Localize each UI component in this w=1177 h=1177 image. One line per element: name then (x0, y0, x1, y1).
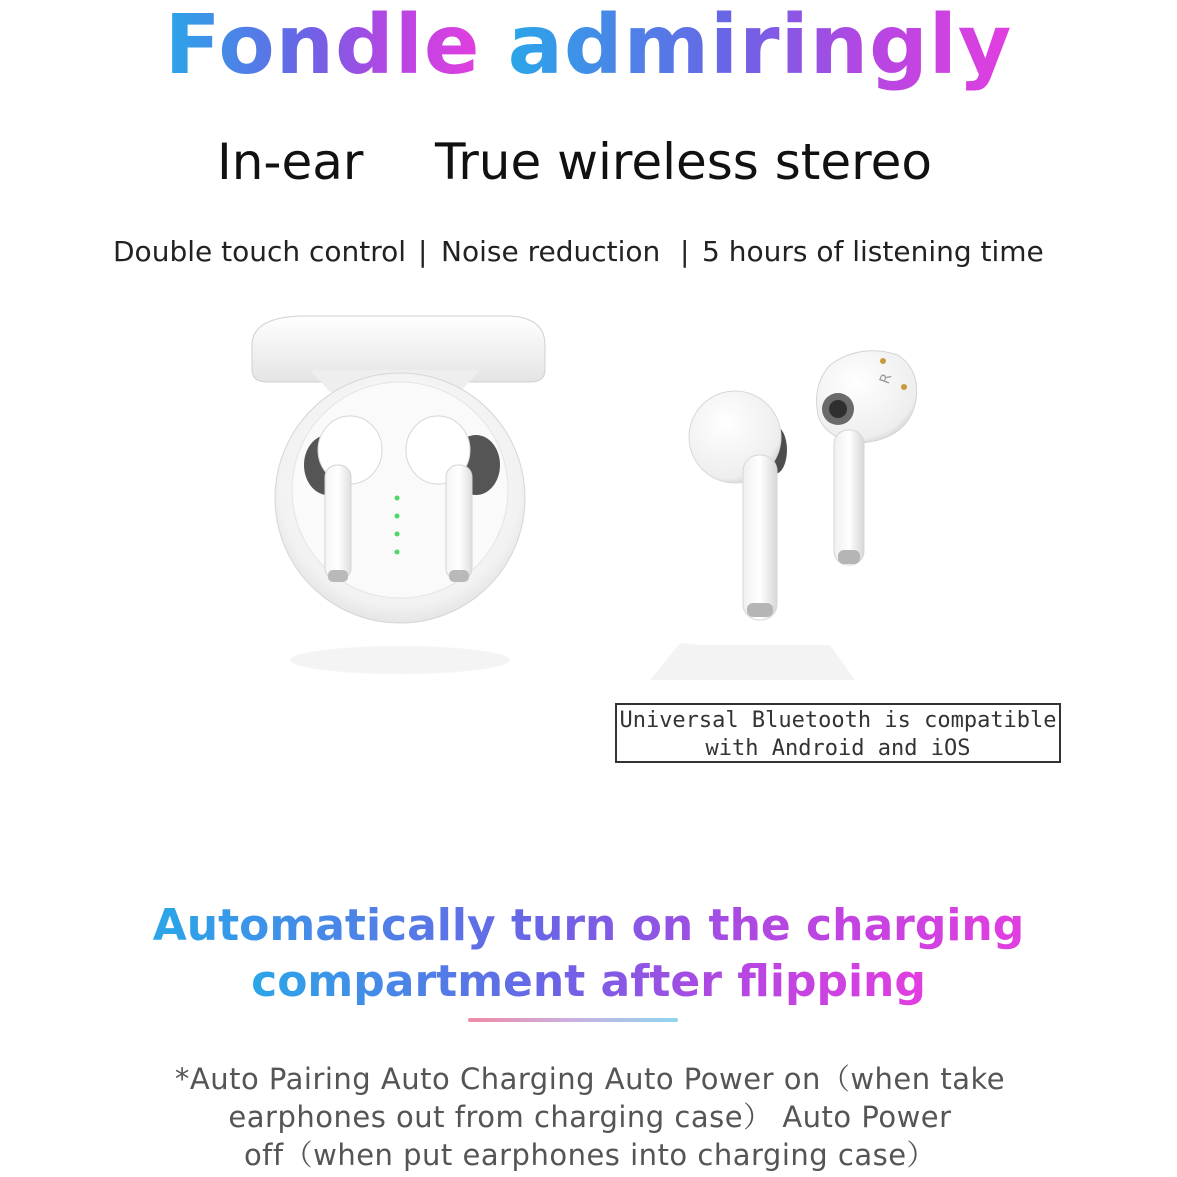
section-title-line-2: compartment after flipping (251, 956, 926, 1007)
feature-description-line-2: earphones out from charging case） Auto Power (228, 1100, 952, 1134)
section-title-line-1: Automatically turn on the charging (152, 900, 1025, 951)
feature-double-touch: Double touch control (113, 235, 407, 268)
feature-description (120, 1060, 1060, 1174)
compatibility-line-2: with Android and iOS (705, 736, 971, 761)
feature-noise-reduction: Noise reduction (441, 235, 661, 268)
feature-separator: | (680, 235, 690, 268)
earbud-r-marking: R (876, 371, 896, 387)
headline-word-1: Fondle (164, 0, 481, 93)
earbuds-image (640, 335, 940, 695)
feature-separator: | (418, 235, 428, 268)
title-underline (468, 1018, 678, 1022)
feature-list (0, 232, 1177, 272)
subtitle-true-wireless-stereo: True wireless stereo (435, 133, 932, 191)
feature-listening-time: 5 hours of listening time (702, 235, 1044, 268)
compatibility-note (615, 703, 1061, 763)
feature-description-line-3: off（when put earphones into charging case） (243, 1138, 937, 1172)
feature-description-line-1: *Auto Pairing Auto Charging Auto Power on（when take (174, 1062, 1006, 1096)
compatibility-line-1: Universal Bluetooth is compatible (619, 708, 1057, 733)
section-title (0, 898, 1177, 1010)
headline-word-2: admiringly (507, 0, 1013, 93)
charging-case-image (240, 300, 570, 690)
subtitle-in-ear: In-ear (217, 133, 364, 191)
headline (0, 0, 1177, 94)
